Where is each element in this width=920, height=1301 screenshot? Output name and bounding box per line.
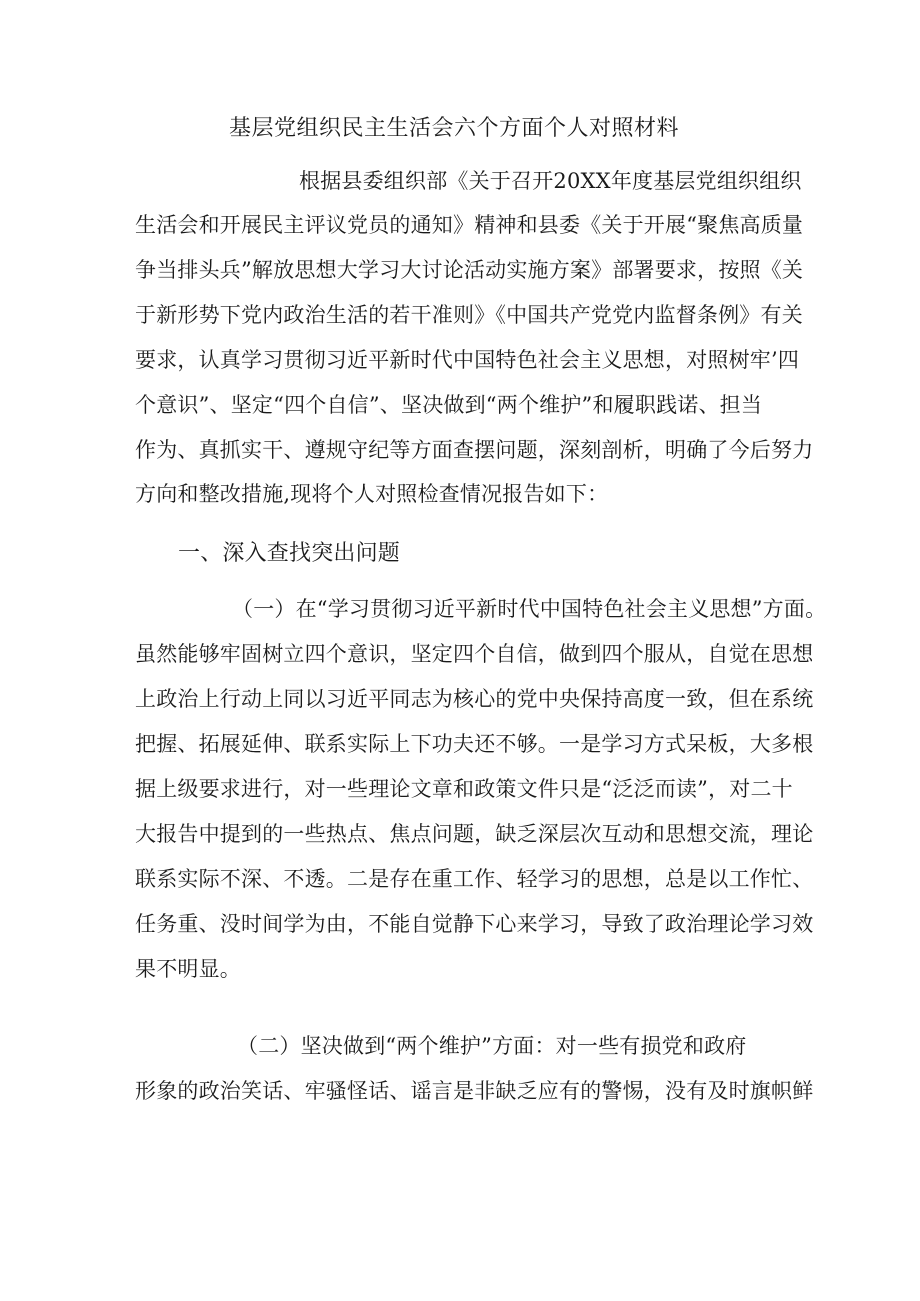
- section-heading-1: 一、深入查找突出问题: [178, 541, 401, 566]
- intro-line-4: 于新形势下党内政治生活的若干准则》《中国共产党党内监督条例》有关: [135, 303, 803, 327]
- sub1-line-9: 果不明显。: [135, 957, 241, 981]
- intro-line-3: 争当排头兵”解放思想大学习大讨论活动实施方案》部署要求，按照《关: [135, 258, 804, 282]
- sub2-line-1: （二）坚决做到“两个维护”方面：对一些有损党和政府: [237, 1034, 747, 1058]
- intro-line-2: 生活会和开展民主评议党员的通知》精神和县委《关于开展“聚焦高质量: [135, 213, 804, 237]
- intro-line-1: 根据县委组织部《关于召开20XX年度基层党组织组织: [299, 169, 802, 193]
- sub1-line-5: 据上级要求进行，对一些理论文章和政策文件只是“泛泛而读”，对二十: [135, 777, 793, 801]
- intro-line-6: 个意识”、坚定“四个自信”、坚决做到“两个维护”和履职践诺、担当: [135, 393, 763, 417]
- intro-line-8: 方向和整改措施,现将个人对照检查情况报告如下：: [135, 482, 609, 506]
- sub1-line-6: 大报告中提到的一些热点、焦点问题，缺乏深层次互动和思想交流，理论: [135, 822, 814, 846]
- sub1-line-4: 把握、拓展延伸、联系实际上下功夫还不够。一是学习方式呆板，大多根: [135, 732, 814, 756]
- sub1-line-1: （一）在“学习贯彻习近平新时代中国特色社会主义思想”方面。: [232, 597, 827, 621]
- intro-line-7: 作为、真抓实干、遵规守纪等方面查摆问题，深刻剖析，明确了今后努力: [135, 438, 814, 462]
- sub2-line-2: 形象的政治笑话、牢骚怪话、谣言是非缺乏应有的警惕，没有及时旗帜鲜: [135, 1079, 814, 1103]
- sub1-line-7: 联系实际不深、不透。二是存在重工作、轻学习的思想，总是以工作忙、: [135, 867, 814, 891]
- document-title: 基层党组织民主生活会六个方面个人对照材料: [229, 116, 680, 141]
- intro-line-5: 要求，认真学习贯彻习近平新时代中国特色社会主义思想，对照树牢’四: [135, 348, 800, 372]
- sub1-line-8: 任务重、没时间学为由，不能自觉静下心来学习，导致了政治理论学习效: [135, 912, 814, 936]
- sub1-line-2: 虽然能够牢固树立四个意识，坚定四个自信，做到四个服从，自觉在思想: [135, 642, 814, 666]
- sub1-line-3: 上政治上行动上同以习近平同志为核心的党中央保持高度一致，但在系统: [135, 687, 814, 711]
